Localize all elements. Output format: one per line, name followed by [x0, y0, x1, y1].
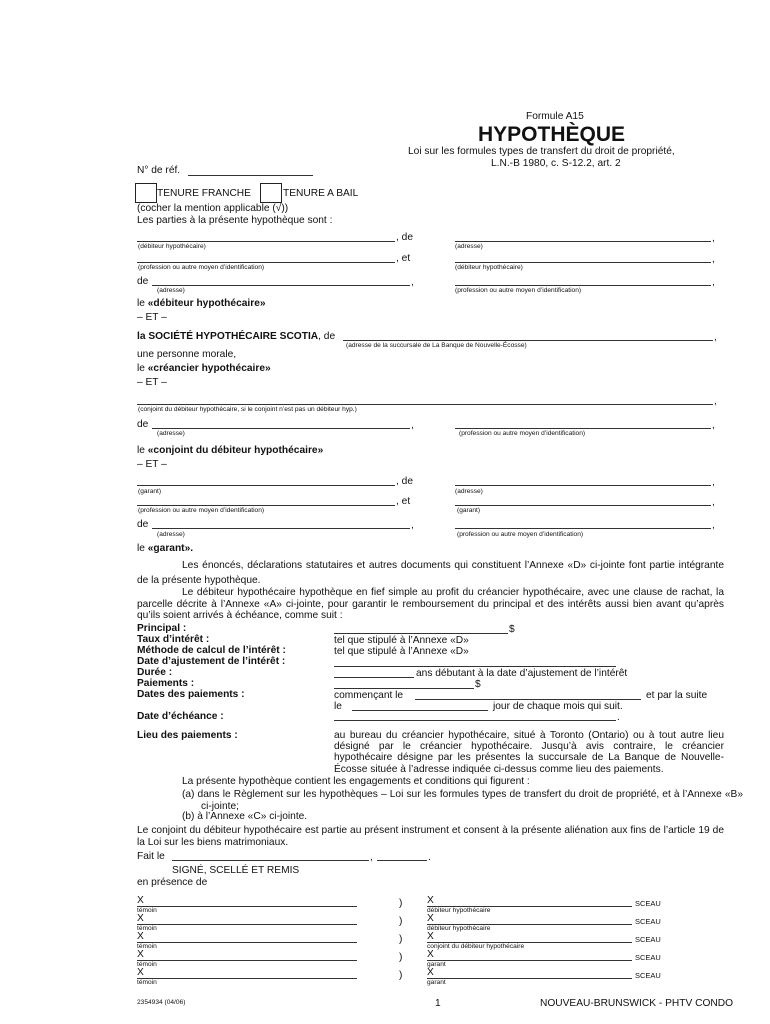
- spouse-role: [137, 445, 323, 457]
- seal-label: SCEAU: [635, 917, 661, 926]
- x-mark: X: [427, 895, 434, 906]
- tenure-bail-checkbox[interactable]: [260, 183, 282, 203]
- le-text: le: [334, 701, 342, 712]
- annex-d-paragraph: Les énoncés, déclarations statutaires et autres documents qui constituent l’Annexe «D» ci-jointe font partie intégrante de la présente hypothèque.: [137, 560, 724, 586]
- page-title: HYPOTHÈQUE: [478, 123, 626, 146]
- witness-signature-line[interactable]: [137, 906, 357, 907]
- de-prefix: de: [137, 419, 149, 430]
- mortgage-paragraph: Le débiteur hypothécaire hypothèque en fief simple au profit du créancier hypothécaire, avec une clause de rachat, la parcelle décrite à l’Annexe «A» ci-jointe, pour garantir le remboursement du principal et des intérêts aussi bien avant qu’après qu’ils soient arrivés à échéance, comme suit :: [137, 587, 724, 621]
- payments-field[interactable]: [334, 688, 474, 689]
- act-line-1: Loi sur les formules types de transfert du droit de propriété,: [408, 146, 675, 157]
- form-number: Formule A15: [526, 111, 584, 122]
- comma: ,: [411, 520, 414, 531]
- comma: ,: [714, 332, 717, 343]
- in-presence-text: en présence de: [137, 877, 208, 888]
- role-name: «garant».: [147, 543, 194, 554]
- debtor-1-profession-field[interactable]: [137, 262, 395, 263]
- comma: ,: [714, 396, 717, 407]
- maturity-date-label: Date d’échéance :: [137, 711, 224, 722]
- debtor-2-profession-field[interactable]: [455, 285, 711, 286]
- adjustment-date-field[interactable]: [334, 666, 616, 667]
- role-name: «débiteur hypothécaire»: [147, 298, 266, 309]
- payments-label: Paiements :: [137, 678, 195, 689]
- payment-day-field[interactable]: [352, 710, 488, 711]
- term-label: Durée :: [137, 667, 173, 678]
- payment-dates-label: Dates des paiements :: [137, 689, 245, 700]
- profession-label: (profession ou autre moyen d’identification): [138, 264, 265, 271]
- debtor-label: (débiteur hypothécaire): [138, 243, 206, 250]
- signature-row: [0, 895, 770, 914]
- guarantor-2-profession-field[interactable]: [455, 528, 711, 529]
- term-years-field[interactable]: [334, 677, 414, 678]
- debtor-2-field[interactable]: [455, 262, 711, 263]
- witness-label: témoin: [137, 943, 157, 950]
- day-of-month-text: jour de chaque mois qui suit.: [493, 701, 623, 712]
- spouse-address-field[interactable]: [152, 428, 410, 429]
- et-connector: , et: [396, 253, 411, 264]
- address-label: (adresse): [455, 243, 483, 250]
- comma: ,: [712, 420, 715, 431]
- seal-label: SCEAU: [635, 935, 661, 944]
- signature-row: [0, 931, 770, 950]
- witness-label: témoin: [137, 961, 157, 968]
- address-label: (adresse): [157, 430, 185, 437]
- de-prefix: de: [137, 519, 149, 530]
- execution-place-field[interactable]: [172, 860, 369, 861]
- term-value: ans débutant à la date d’ajustement de l’intérêt: [416, 668, 628, 679]
- form-code: 2354934 (04/06): [137, 999, 186, 1006]
- guarantor-role: [137, 543, 193, 555]
- witness-label: témoin: [137, 907, 157, 914]
- profession-label: (profession ou autre moyen d’identification): [457, 531, 584, 538]
- witness-signature-line[interactable]: [137, 942, 357, 943]
- profession-label: (profession ou autre moyen d’identification): [138, 507, 265, 514]
- et-separator: – ET –: [137, 312, 167, 323]
- check-instruction: (cocher la mention applicable (√)): [137, 203, 289, 214]
- comma: ,: [712, 520, 715, 531]
- guarantor-2-address-field[interactable]: [152, 528, 410, 529]
- comma: ,: [712, 233, 715, 244]
- done-on-label: Fait le: [137, 851, 165, 862]
- x-mark: X: [137, 931, 144, 942]
- method-label: Méthode de calcul de l’intérêt :: [137, 645, 286, 656]
- creditor-line: [137, 331, 335, 343]
- payment-place-label: Lieu des paiements :: [137, 730, 238, 741]
- x-mark: X: [137, 949, 144, 960]
- witness-signature-line[interactable]: [137, 924, 357, 925]
- spouse-label: (conjoint du débiteur hypothécaire, si le conjoint n’est pas un débiteur hyp.): [138, 406, 357, 413]
- method-value: tel que stipulé à l’Annexe «D»: [334, 646, 469, 657]
- signer-label: conjoint du débiteur hypothécaire: [427, 943, 525, 950]
- creditor-branch-address-field[interactable]: [343, 340, 713, 341]
- parties-intro: Les parties à la présente hypothèque sont :: [137, 215, 333, 226]
- execution-date-field[interactable]: [377, 860, 427, 861]
- tenure-franche-checkbox[interactable]: [135, 183, 157, 203]
- starting-text: commençant le: [334, 690, 404, 701]
- legal-person-text: une personne morale,: [137, 349, 237, 360]
- condition-a: (a) dans le Règlement sur les hypothèques – Loi sur les formules types de transfert du droit de propriété, et à l’Annexe «B» ci-jointe;: [182, 789, 743, 812]
- de-connector: , de: [396, 476, 413, 487]
- comma: ,: [712, 277, 715, 288]
- et-separator: – ET –: [137, 377, 167, 388]
- comma: ,: [411, 420, 414, 431]
- paren: ): [399, 970, 403, 981]
- de-prefix: de: [137, 276, 149, 287]
- rate-value: tel que stipulé à l’Annexe «D»: [334, 635, 469, 646]
- x-mark: X: [427, 913, 434, 924]
- signer-signature-line[interactable]: [427, 960, 632, 961]
- debtor-1-field[interactable]: [137, 241, 395, 242]
- role-prefix: le: [137, 298, 148, 309]
- debtor-1-address-field[interactable]: [455, 241, 711, 242]
- de-connector: , de: [396, 232, 413, 243]
- x-mark: X: [427, 967, 434, 978]
- de-connector: , de: [318, 331, 336, 342]
- paren: ): [399, 934, 403, 945]
- guarantor-label: (garant): [138, 488, 162, 495]
- et-separator: – ET –: [137, 459, 167, 470]
- tenure-franche-label: TENURE FRANCHE: [157, 188, 251, 199]
- role-prefix: le: [137, 543, 148, 554]
- witness-label: témoin: [137, 979, 157, 986]
- period: .: [428, 852, 431, 863]
- paren: ): [399, 916, 403, 927]
- engagements-text: La présente hypothèque contient les engagements et conditions qui figurent :: [182, 776, 530, 787]
- creditor-name: la SOCIÉTÉ HYPOTHÉCAIRE SCOTIA: [137, 331, 319, 342]
- guarantor-label: (garant): [457, 507, 481, 514]
- signature-row: [0, 913, 770, 932]
- start-date-field[interactable]: [415, 699, 641, 700]
- condition-b: (b) à l’Annexe «C» ci-jointe.: [182, 811, 308, 822]
- x-mark: X: [427, 949, 434, 960]
- debtor-role: [137, 298, 266, 310]
- period: .: [617, 712, 620, 723]
- paren: ): [399, 952, 403, 963]
- currency-sign: $: [509, 624, 515, 635]
- x-mark: X: [137, 967, 144, 978]
- spouse-name-field[interactable]: [137, 404, 713, 405]
- tenure-bail-label: TENURE A BAIL: [283, 188, 359, 199]
- principal-field[interactable]: [334, 633, 508, 634]
- profession-label: (profession ou autre moyen d’identification): [459, 430, 586, 437]
- thereafter-text: et par la suite: [646, 690, 708, 701]
- guarantor-1-address-field[interactable]: [455, 485, 711, 486]
- principal-label: Principal :: [137, 623, 187, 634]
- spouse-consent-paragraph: Le conjoint du débiteur hypothécaire est partie au présent instrument et consent à la présente aliénation aux fins de l’article 19 de la Loi sur les biens matrimoniaux.: [137, 825, 724, 848]
- currency-sign: $: [475, 679, 481, 690]
- guarantor-2-field[interactable]: [455, 505, 711, 506]
- signer-label: débiteur hypothécaire: [427, 925, 491, 932]
- guarantor-1-profession-field[interactable]: [137, 505, 395, 506]
- adjustment-date-label: Date d’ajustement de l’intérêt :: [137, 656, 286, 667]
- profession-label: (profession ou autre moyen d’identification): [455, 287, 582, 294]
- signed-sealed-text: SIGNÉ, SCELLÉ ET REMIS: [172, 865, 300, 876]
- witness-signature-line[interactable]: [137, 978, 357, 979]
- x-mark: X: [137, 895, 144, 906]
- role-prefix: le: [137, 363, 148, 374]
- signature-row: [0, 967, 770, 986]
- debtor-label: (débiteur hypothécaire): [455, 264, 523, 271]
- ref-number-field[interactable]: [188, 175, 313, 176]
- address-label: (adresse): [157, 287, 185, 294]
- paren: ): [399, 898, 403, 909]
- branch-address-label: (adresse de la succursale de La Banque de Nouvelle-Écosse): [346, 342, 527, 349]
- comma: ,: [712, 497, 715, 508]
- seal-label: SCEAU: [635, 899, 661, 908]
- signature-block: [0, 895, 770, 990]
- x-mark: X: [137, 913, 144, 924]
- comma: ,: [712, 477, 715, 488]
- witness-label: témoin: [137, 925, 157, 932]
- address-label: (adresse): [157, 531, 185, 538]
- signer-label: garant: [427, 961, 446, 968]
- guarantor-1-field[interactable]: [137, 485, 395, 486]
- payment-place-value: au bureau du créancier hypothécaire, situé à Toronto (Ontario) ou à tout autre lieu désigné par le créancier hypothécaire. Jusqu’à avis contraire, le créancier hypothécaire désigne par les présentes la succursale de La Banque de Nouvelle-Écosse située à l’adresse indiquée ci-dessus comme lieu des paiements.: [334, 730, 724, 775]
- seal-label: SCEAU: [635, 953, 661, 962]
- role-name: «créancier hypothécaire»: [147, 363, 271, 374]
- page-number: 1: [435, 998, 441, 1009]
- role-name: «conjoint du débiteur hypothécaire»: [147, 445, 324, 456]
- region-label: NOUVEAU-BRUNSWICK - PHTV CONDO: [540, 998, 734, 1009]
- comma: ,: [370, 852, 373, 863]
- debtor-2-address-field[interactable]: [152, 285, 410, 286]
- seal-label: SCEAU: [635, 971, 661, 980]
- role-prefix: le: [137, 445, 148, 456]
- signer-label: garant: [427, 979, 446, 986]
- signer-label: débiteur hypothécaire: [427, 907, 491, 914]
- et-connector: , et: [396, 496, 411, 507]
- x-mark: X: [427, 931, 434, 942]
- rate-label: Taux d’intérêt :: [137, 634, 210, 645]
- address-label: (adresse): [455, 488, 483, 495]
- spouse-profession-field[interactable]: [455, 428, 711, 429]
- act-line-2: L.N.-B 1980, c. S-12.2, art. 2: [491, 158, 621, 169]
- maturity-date-field[interactable]: [334, 720, 616, 721]
- signer-signature-line[interactable]: [427, 978, 632, 979]
- comma: ,: [712, 254, 715, 265]
- creditor-role: [137, 363, 271, 375]
- witness-signature-line[interactable]: [137, 960, 357, 961]
- comma: ,: [411, 277, 414, 288]
- signature-row: [0, 949, 770, 968]
- ref-label: N° de réf.: [137, 165, 181, 176]
